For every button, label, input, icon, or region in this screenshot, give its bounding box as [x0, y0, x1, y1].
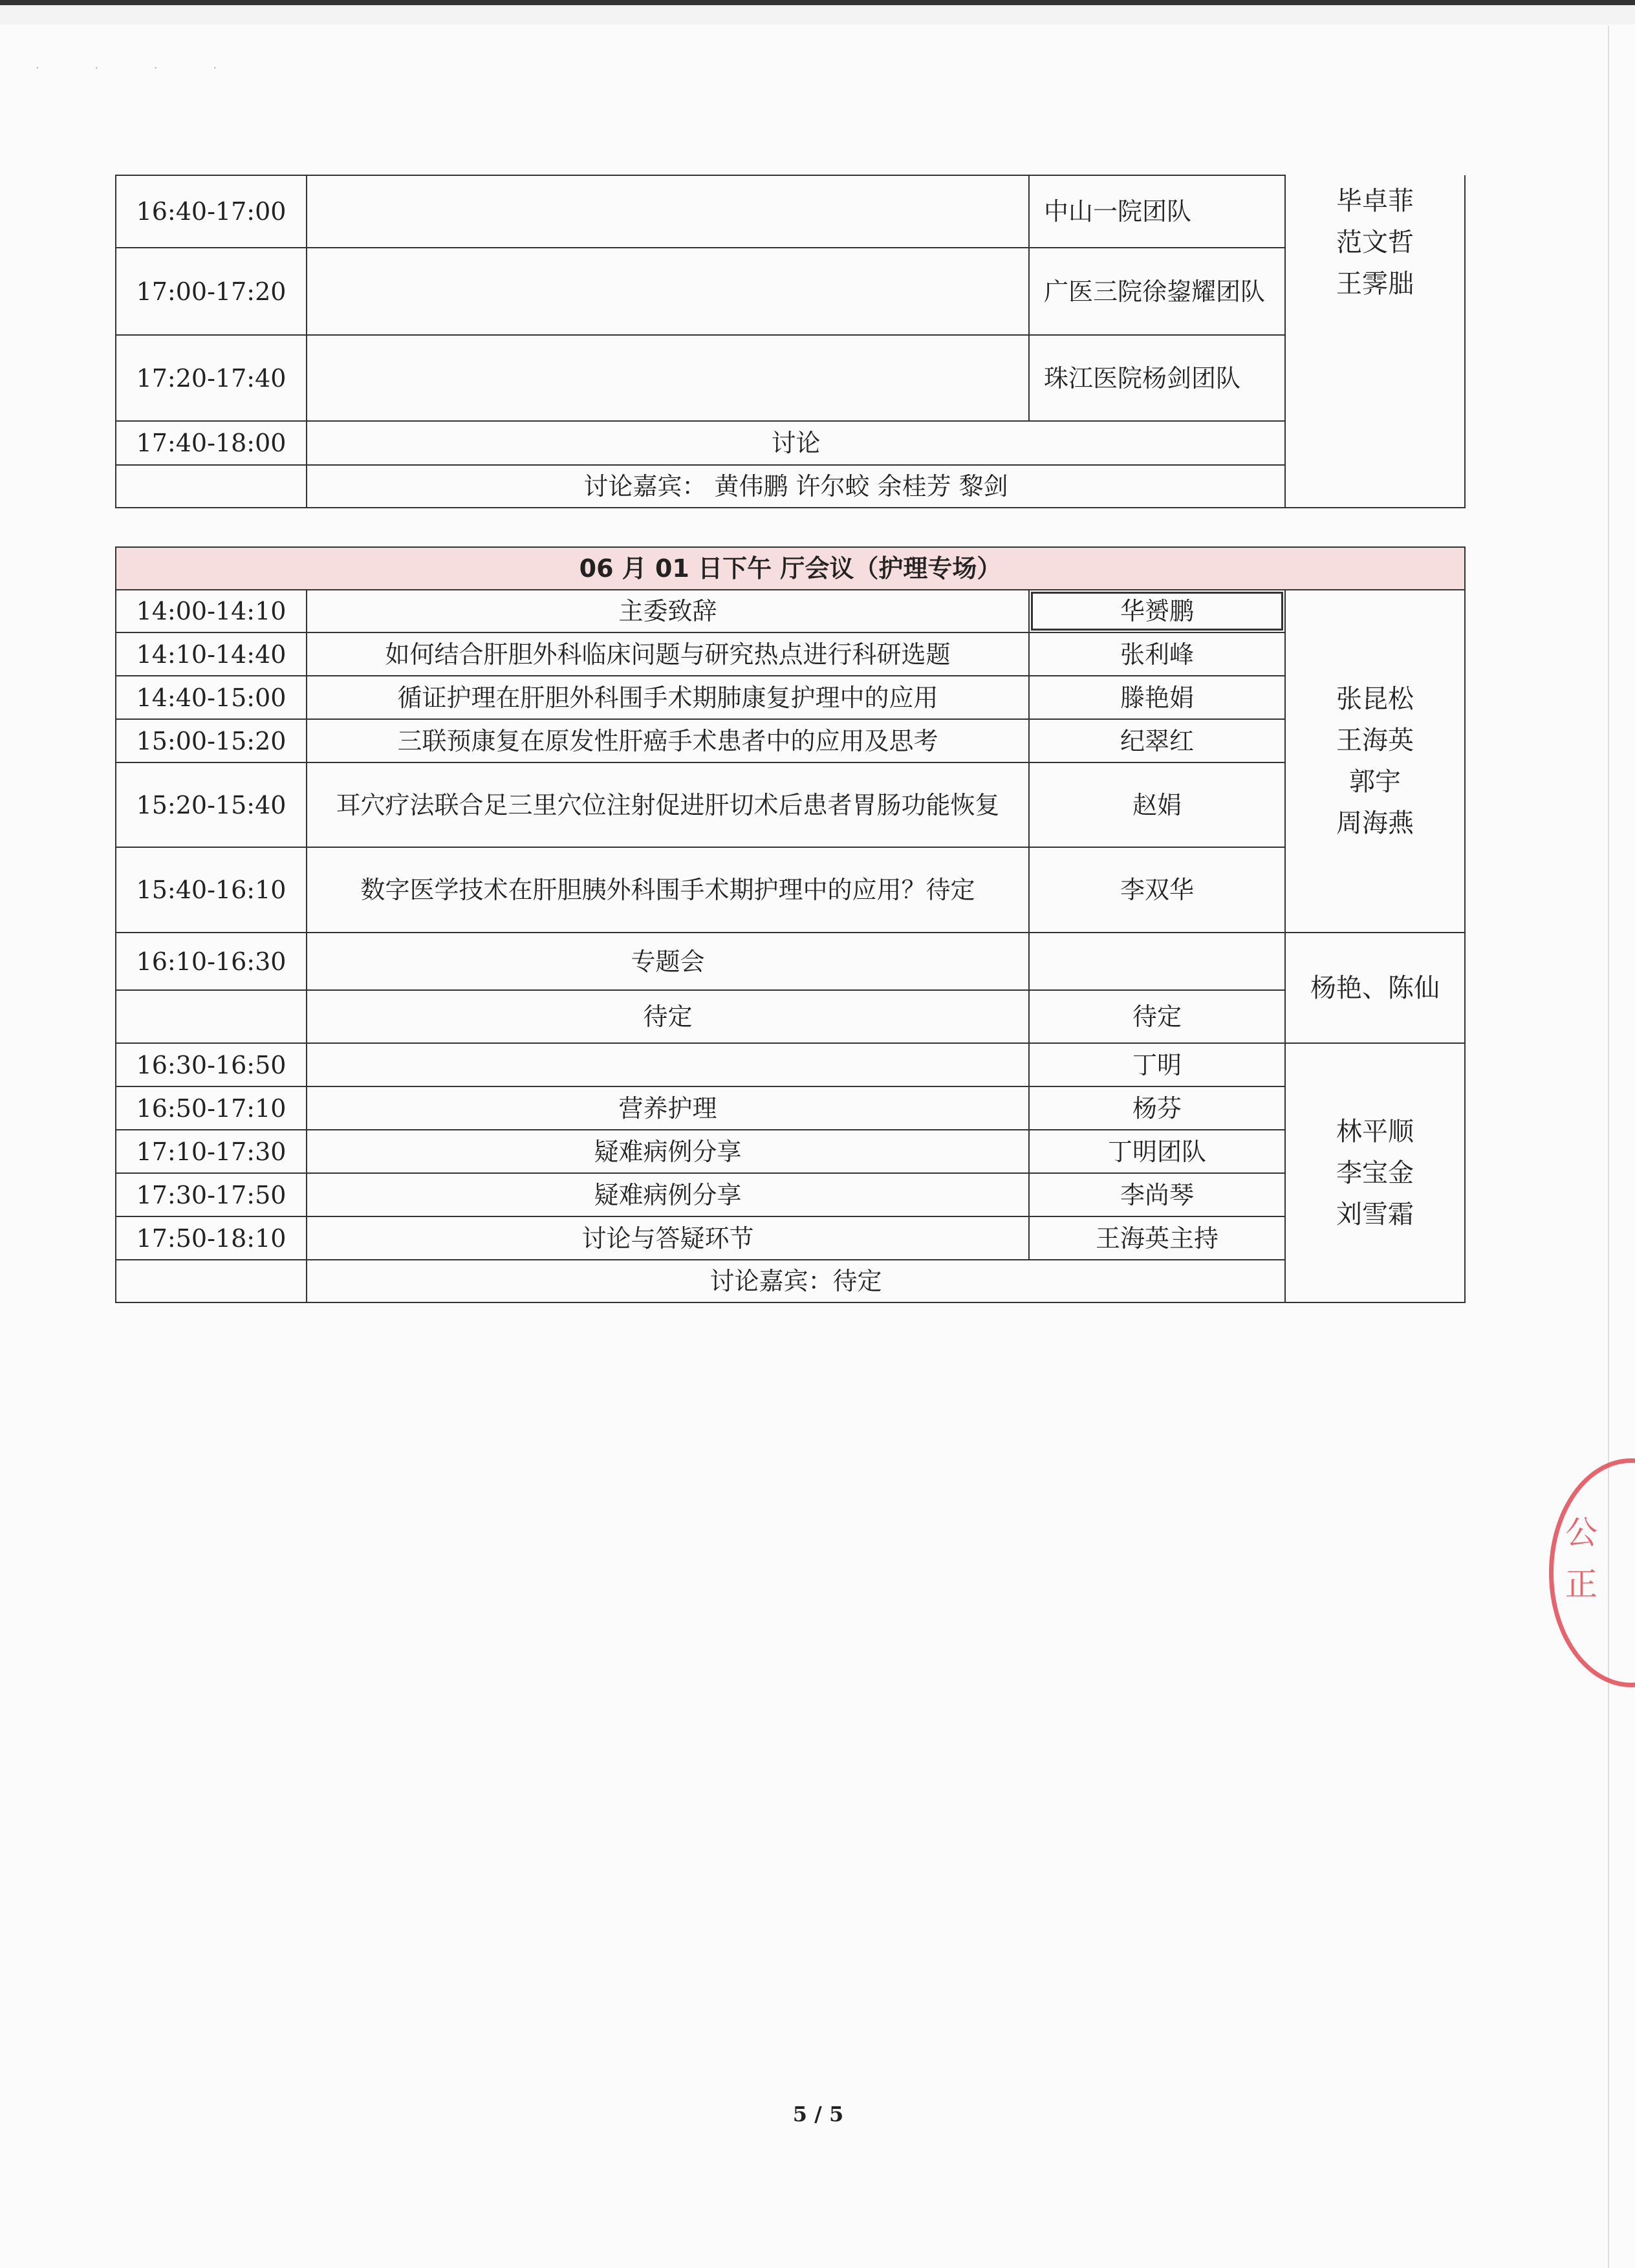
speaker-cell: 中山一院团队: [1029, 175, 1285, 248]
empty-cell: [116, 465, 307, 508]
moderator-cell: [1285, 175, 1465, 508]
moderator-name: 刘雪霜: [1336, 1199, 1414, 1229]
topic-cell: 待定: [307, 990, 1029, 1043]
moderator-name: 毕卓菲: [1336, 186, 1414, 216]
table-row: [116, 762, 1465, 847]
speaker-cell: 丁明团队: [1029, 1130, 1285, 1173]
speaker-cell: 张利峰: [1029, 632, 1285, 676]
topic-cell: 疑难病例分享: [307, 1130, 1029, 1173]
time-cell: 16:30-16:50: [116, 1043, 307, 1086]
page-number: 5 / 5: [792, 2102, 844, 2126]
topic-cell: 三联预康复在原发性肝癌手术患者中的应用及思考: [307, 719, 1029, 762]
schedule-table-nursing: [115, 546, 1466, 1303]
speaker-cell: 赵娟: [1029, 762, 1285, 847]
speaker-cell: 华赟鹏: [1029, 590, 1285, 632]
session-header-row: [116, 547, 1465, 590]
speaker-cell: 王海英主持: [1029, 1216, 1285, 1260]
table-row: [116, 335, 1465, 421]
table-row: [116, 632, 1465, 676]
scan-specks: · · · ·: [36, 61, 243, 75]
table-row: [116, 590, 1465, 632]
time-cell: 14:00-14:10: [116, 590, 307, 632]
moderator-name: 李宝金: [1336, 1158, 1414, 1188]
moderator-cell: 杨艳、陈仙: [1285, 933, 1465, 1043]
topic-cell: 耳穴疗法联合足三里穴位注射促进肝切术后患者胃肠功能恢复: [307, 762, 1029, 847]
moderator-name: 林平顺: [1336, 1116, 1414, 1147]
topic-cell: 专题会: [307, 933, 1029, 990]
time-cell: 17:00-17:20: [116, 248, 307, 335]
table-row: [116, 847, 1465, 933]
speaker-cell: 丁明: [1029, 1043, 1285, 1086]
time-cell: 17:10-17:30: [116, 1130, 307, 1173]
discussion-cell: 讨论: [307, 421, 1285, 465]
table-row: [116, 1173, 1465, 1216]
time-cell: 17:40-18:00: [116, 421, 307, 465]
moderator-name: 范文哲: [1336, 228, 1414, 257]
time-cell: 16:10-16:30: [116, 933, 307, 990]
time-cell: 17:30-17:50: [116, 1173, 307, 1216]
scan-right-edge: [1608, 26, 1609, 2268]
moderator-cell: [1285, 1043, 1465, 1302]
time-cell: 17:20-17:40: [116, 335, 307, 421]
time-cell: 17:50-18:10: [116, 1216, 307, 1260]
topic-cell: [307, 175, 1029, 248]
topic-cell: 营养护理: [307, 1086, 1029, 1130]
seal-text: 公正: [1565, 1514, 1597, 1603]
moderator-name: 周海燕: [1336, 808, 1414, 838]
speaker-cell: [1029, 933, 1285, 990]
topic-cell: 如何结合肝胆外科临床问题与研究热点进行科研选题: [307, 632, 1029, 676]
table-row: [116, 248, 1465, 335]
topic-cell: 疑难病例分享: [307, 1173, 1029, 1216]
topic-cell: [307, 335, 1029, 421]
speaker-cell: 珠江医院杨剑团队: [1029, 335, 1285, 421]
speaker-cell: 杨芬: [1029, 1086, 1285, 1130]
speaker-cell: 滕艳娟: [1029, 676, 1285, 719]
table-row: [116, 421, 1465, 465]
scan-top-edge: [0, 0, 1635, 5]
time-cell: 16:50-17:10: [116, 1086, 307, 1130]
table-row: [116, 676, 1465, 719]
table-row: [116, 465, 1465, 508]
time-cell: 15:00-15:20: [116, 719, 307, 762]
table-row: [116, 719, 1465, 762]
table-row: [116, 1043, 1465, 1086]
speaker-cell: 广医三院徐鋆耀团队: [1029, 248, 1285, 335]
time-cell: 15:20-15:40: [116, 762, 307, 847]
speaker-cell: 李双华: [1029, 847, 1285, 933]
speaker-cell: 待定: [1029, 990, 1285, 1043]
moderator-name: 张昆松: [1336, 684, 1414, 714]
speaker-cell: 纪翠红: [1029, 719, 1285, 762]
table-row: [116, 990, 1465, 1043]
topic-cell: 主委致辞: [307, 590, 1029, 632]
table-row: [116, 1086, 1465, 1130]
time-cell: 16:40-17:00: [116, 175, 307, 248]
moderator-name: 郭宇: [1349, 767, 1401, 797]
scan-top-shadow: [0, 5, 1635, 25]
speaker-cell: 李尚琴: [1029, 1173, 1285, 1216]
empty-cell: [116, 990, 307, 1043]
table-row: [116, 933, 1465, 990]
topic-cell: [307, 248, 1029, 335]
guests-cell: 讨论嘉宾：待定: [307, 1260, 1285, 1302]
guests-cell: 讨论嘉宾： 黄伟鹏 许尔蛟 余桂芳 黎剑: [307, 465, 1285, 508]
table-row: [116, 175, 1465, 248]
time-cell: 14:40-15:00: [116, 676, 307, 719]
time-cell: 14:10-14:40: [116, 632, 307, 676]
topic-cell: 数字医学技术在肝胆胰外科围手术期护理中的应用？待定: [307, 847, 1029, 933]
time-cell: 15:40-16:10: [116, 847, 307, 933]
session-header: 06 月 01 日下午 厅会议（护理专场）: [116, 547, 1465, 590]
topic-cell: 循证护理在肝胆外科围手术期肺康复护理中的应用: [307, 676, 1029, 719]
table-row: [116, 1130, 1465, 1173]
moderator-cell: [1285, 590, 1465, 933]
schedule-table-continued: [115, 175, 1466, 508]
topic-cell: 讨论与答疑环节: [307, 1216, 1029, 1260]
table-row: [116, 1260, 1465, 1302]
topic-cell: [307, 1043, 1029, 1086]
empty-cell: [116, 1260, 307, 1302]
moderator-name: 王霁朏: [1336, 269, 1414, 299]
table-row: [116, 1216, 1465, 1260]
moderator-name: 王海英: [1336, 726, 1414, 755]
